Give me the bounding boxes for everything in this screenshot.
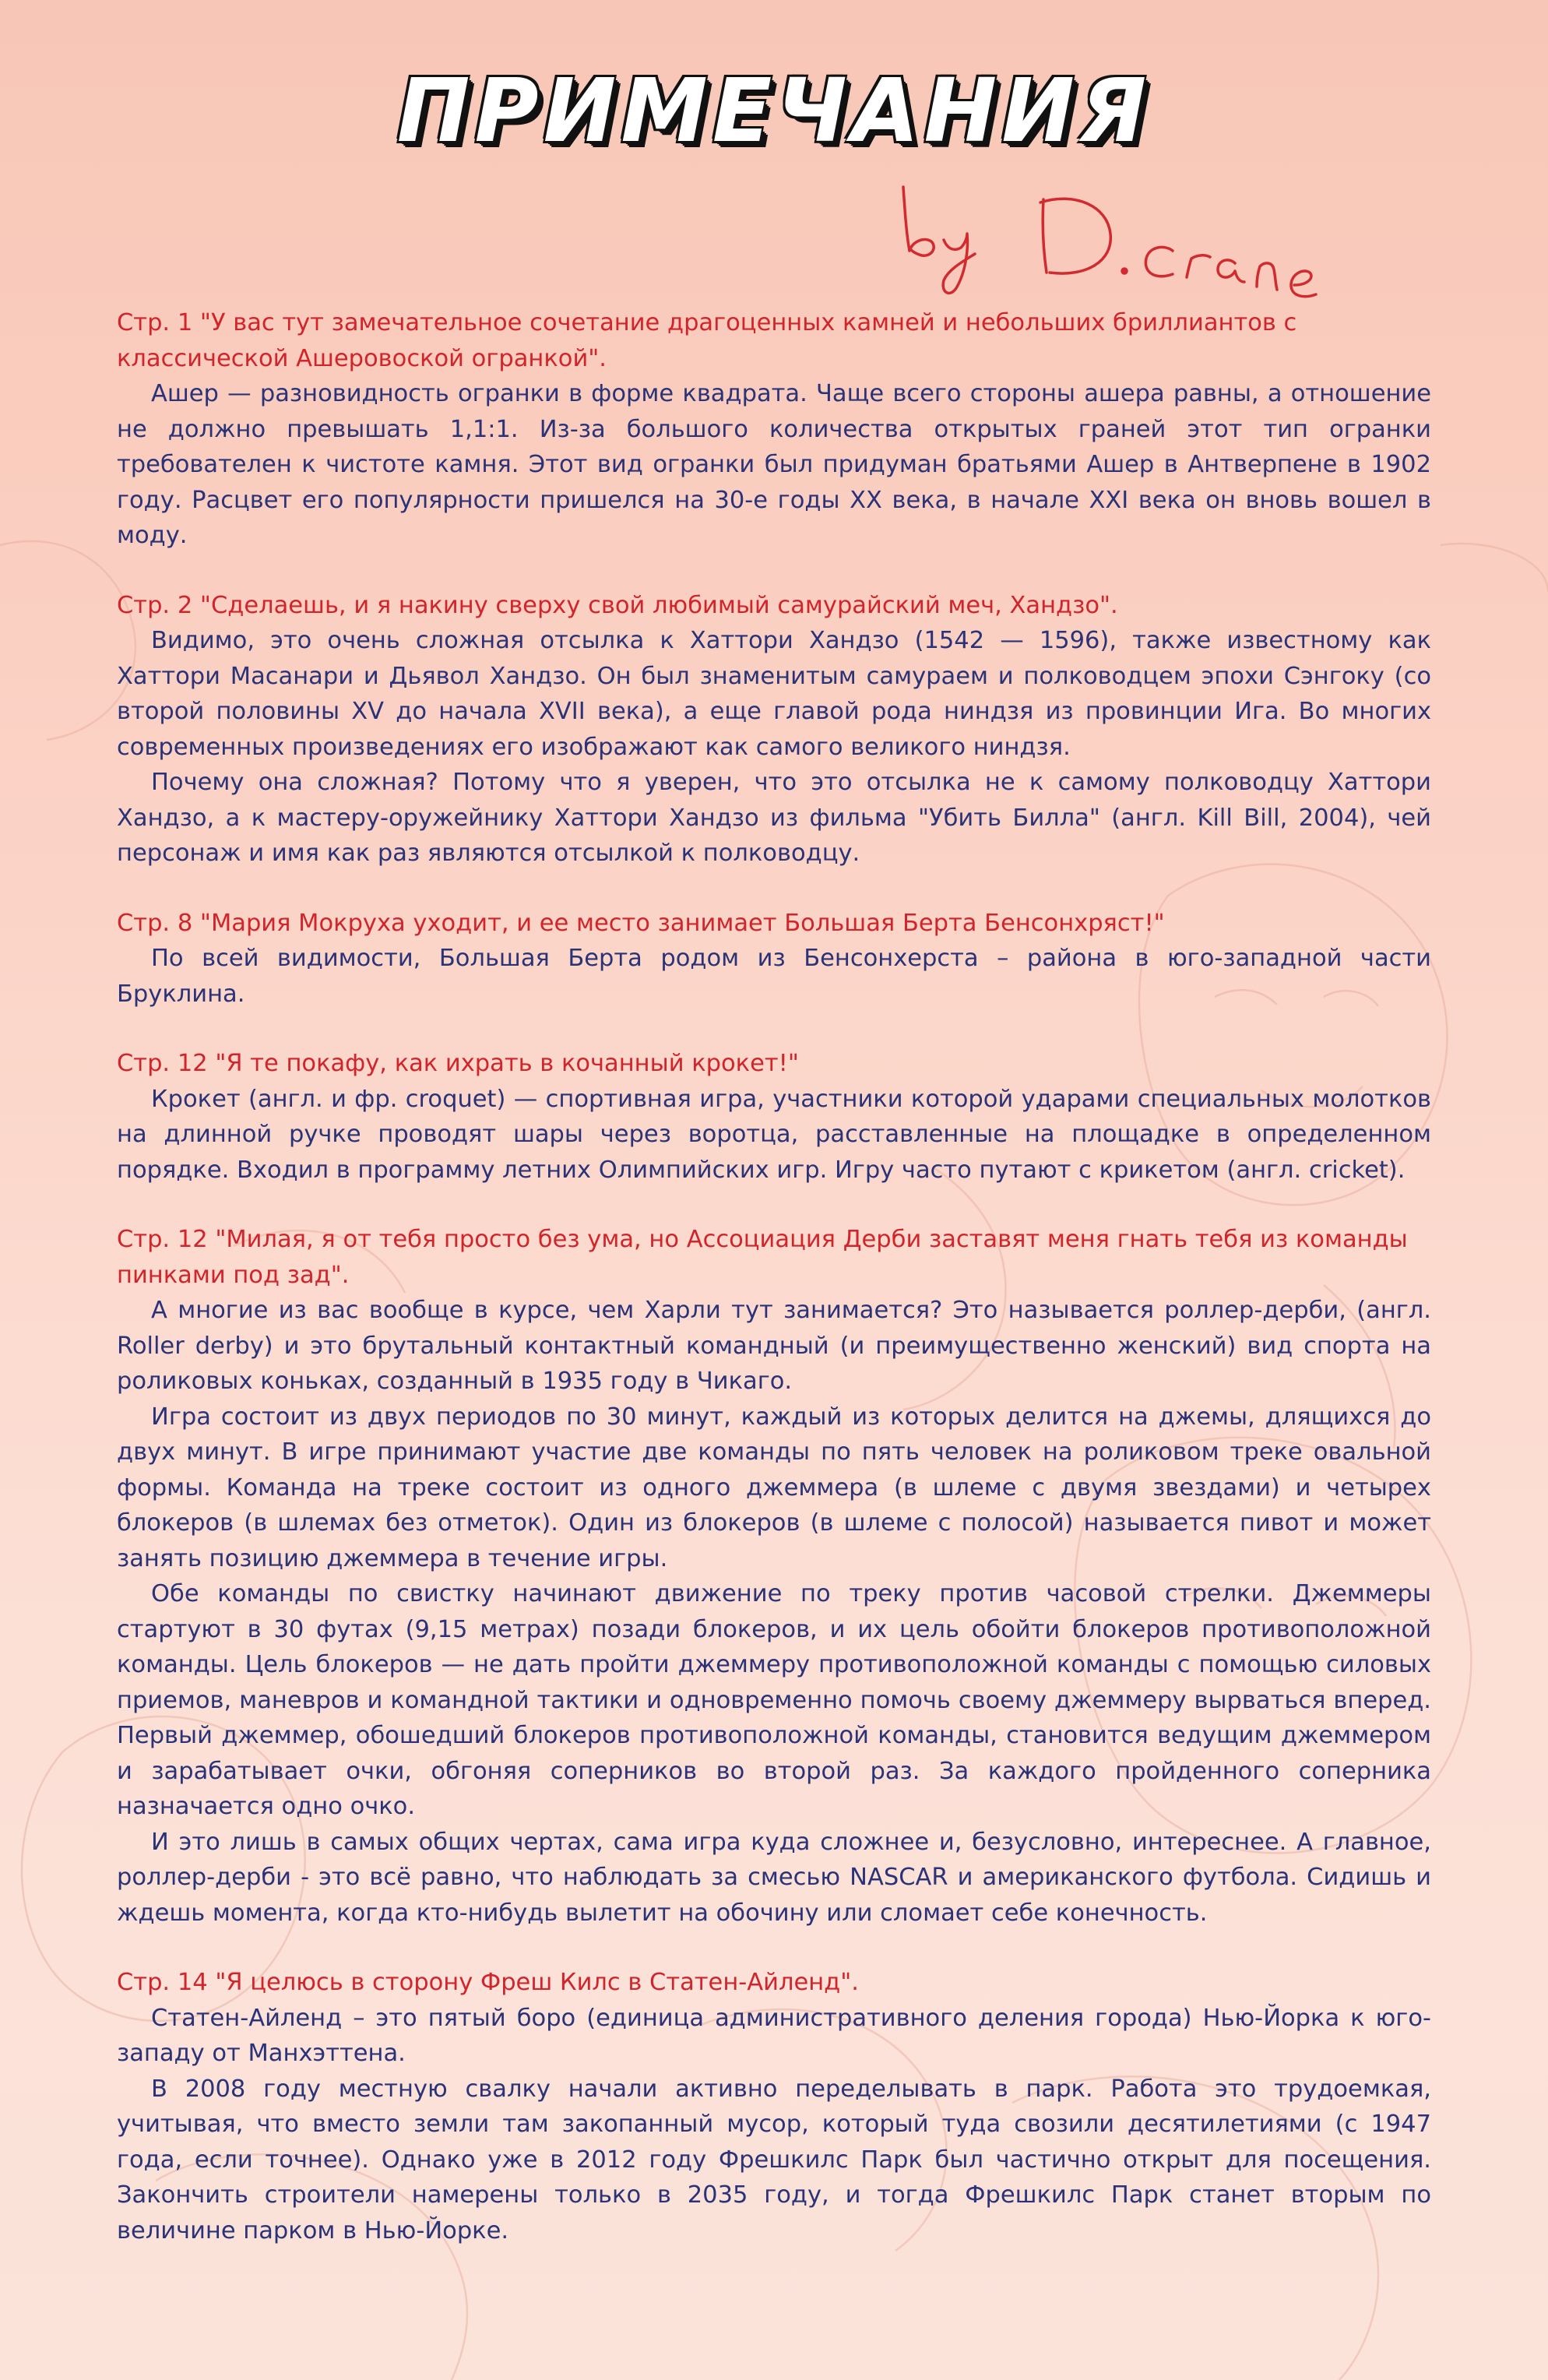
note-paragraph: В 2008 году местную свалку начали активно переделывать в парк. Работа это трудоемкая, учитывая, что вместо земли там закопанный мусор, который туда свозили десятилетиями (с 1947 года, если точнее). Однако уже в 2012 году Фрешкилс Парк был частично открыт для посещения. Закончить строители намерены только в 2035 году, и тогда Фрешкилс Парк станет вторым по величине парком в Нью-Йорке.	[117, 2075, 1431, 2244]
note-paragraph: И это лишь в самых общих чертах, сама игра куда сложнее и, безусловно, интереснее. А главное, роллер-дерби - это всё равно, что наблюдать за смесью NASCAR и американского футбола. Сидишь и ждешь момента, когда кто-нибудь вылетит на обочину или сломает себе конечность.	[117, 1828, 1431, 1927]
note-paragraph: Почему она сложная? Потому что я уверен, что это отсылка не к самому полководцу Хаттори Хандзо, а к мастеру-оружейнику Хаттори Хандзо из фильма "Убить Билла" (англ. Kill Bill, 2004), чей персонаж и имя как раз являются отсылкой к полководцу.	[117, 769, 1431, 867]
page-title: ПРИМЕЧАНИЯ	[396, 61, 1152, 162]
note-paragraph: Статен-Айленд – это пятый боро (единица административного деления города) Нью-Йорка к юго-западу от Манхэттена.	[117, 2004, 1431, 2067]
note-paragraph: Обе команды по свистку начинают движение по треку против часовой стрелки. Джеммеры стартуют в 30 футах (9,15 метрах) позади блокеров, и их цель обойти блокеров противоположной команды. Цель блокеров — не дать пройти джеммеру противоположной команды с помощью силовых приемов, маневров и командной тактики и одновременно помочь своему джеммеру вырваться вперед. Первый джеммер, обошедший блокеров противоположной команды, становится ведущим джеммером и зарабатывает очки, обгоняя соперников во второй раз. За каждого пройденного соперника назначается одно очко.	[117, 1580, 1431, 1820]
note-page-2	[117, 588, 1431, 871]
note-page-1	[117, 305, 1431, 554]
note-paragraph: Игра состоит из двух периодов по 30 минут, каждый из которых делится на джемы, длящихся до двух минут. В игре принимают участие две команды по пять человек на роликовом треке овальной формы. Команда на треке состоит из одного джеммера (в шлеме с двумя звездами) и четырех блокеров (в шлемах без отметок). Один из блокеров (в шлеме с полосой) называется пивот и может занять позицию джеммера в течение игры.	[117, 1403, 1431, 1572]
note-page-14	[117, 1965, 1431, 2248]
note-heading: Стр. 12 "Милая, я от тебя просто без ума, но Ассоциация Дерби заставят меня гнать тебя из команды пинками под зад".	[117, 1226, 1408, 1289]
note-heading: Стр. 12 "Я те покафу, как ихрать в кочанный крокет!"	[117, 1050, 799, 1077]
note-paragraph: Видимо, это очень сложная отсылка к Хаттори Хандзо (1542 — 1596), также известному как Хаттори Масанари и Дьявол Хандзо. Он был знаменитым самураем и полководцем эпохи Сэнгоку (со второй половины XV до начала XVII века), а еще главой рода ниндзя из провинции Ига. Во многих современных произведениях его изображают как самого великого ниндзя.	[117, 627, 1431, 761]
note-page-12-croquet	[117, 1046, 1431, 1188]
note-page-12-derby	[117, 1222, 1431, 1931]
note-paragraph: Крокет (англ. и фр. croquet) — спортивная игра, участники которой ударами специальных молотков на длинной ручке проводят шары через воротца, расставленные на площадке в определенном порядке. Входил в программу летних Олимпийских игр. Игру часто путают с крикетом (англ. cricket).	[117, 1085, 1431, 1184]
note-paragraph: По всей видимости, Большая Берта родом из Бенсонхерста – района в юго-западной части Бруклина.	[117, 945, 1431, 1008]
note-page-8	[117, 906, 1431, 1012]
note-heading: Стр. 1 "У вас тут замечательное сочетание драгоценных камней и небольших бриллиантов с классической Ашеровоской огранкой".	[117, 309, 1297, 372]
note-heading: Стр. 8 "Мария Мокруха уходит, и ее место занимает Большая Берта Бенсонхряст!"	[117, 909, 1165, 937]
note-paragraph: Ашер — разновидность огранки в форме квадрата. Чаще всего стороны ашера равны, а отношение не должно превышать 1,1:1. Из-за большого количества открытых граней этот тип огранки требователен к чистоте камня. Этот вид огранки был придуман братьями Ашер в Антверпене в 1902 году. Расцвет его популярности пришелся на 30-е годы XX века, в начале XXI века он вновь вошел в моду.	[117, 380, 1431, 549]
notes-content	[117, 305, 1431, 2283]
note-paragraph: А многие из вас вообще в курсе, чем Харли тут занимается? Это называется роллер-дерби, (англ. Roller derby) и это брутальный контактный командный (и преимущественно женский) вид спорта на роликовых коньках, созданный в 1935 году в Чикаго.	[117, 1297, 1431, 1395]
note-heading: Стр. 14 "Я целюсь в сторону Фреш Килс в Статен-Айленд".	[117, 1969, 859, 1996]
note-heading: Стр. 2 "Сделаешь, и я накину сверху свой любимый самурайский меч, Хандзо".	[117, 591, 1118, 619]
handwritten-signature	[888, 156, 1370, 312]
